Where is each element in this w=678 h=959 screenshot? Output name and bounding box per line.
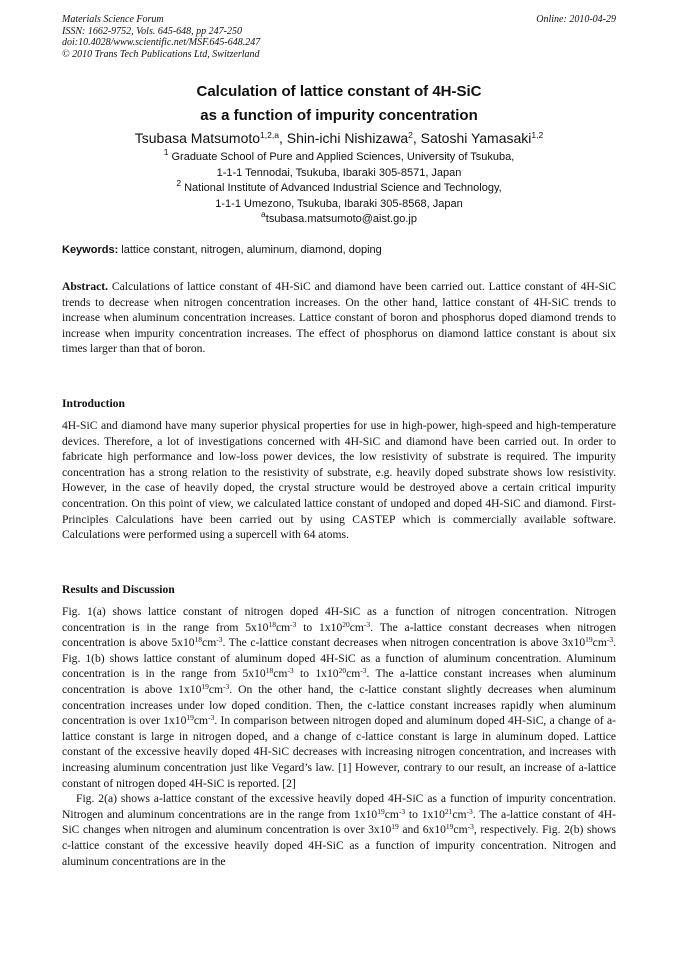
email-address: $^a$tsubasa.matsumoto@aist.go.jp: [261, 209, 417, 225]
superscript: 18: [268, 619, 276, 629]
text-run: cm: [346, 667, 361, 681]
text-run: to 1x10: [296, 620, 343, 634]
abstract-text: Calculations of lattice constant of 4H-SiC and diamond have been carried out. Lattice constant of 4H-SiC trends to decrease when nitrogen concentration increases. On the other hand, lattice constant of 4H-SiC trends to increase when aluminum concentration increases. Lattice constant of boron and phosphorus doped diamond trends to increase when impurity concentration increases. The effect of phosphorus on diamond lattice constant is about six times larger than that of boron.: [62, 280, 616, 356]
superscript: 19: [186, 713, 194, 723]
text-run: to 1x10: [293, 667, 339, 681]
text-run: . In comparison between nitrogen doped and aluminum doped 4H-SiC, a change of a-lattice constant is large in nitrogen doped, and a change of c-lattice constant is large in aluminum doped. Lattice constant of the excessive heavily doped 4H-SiC decreases with increasing nitrogen concentration, and increases with increasing aluminum concentration just like Vegard’s law. [1] However, contrary to our result, an increase of a-lattice constant of nitrogen doped 4H-SiC is reported. [2]: [62, 714, 617, 790]
paper-title-line-2: as a function of impurity concentration: [200, 107, 478, 124]
text-run: . The a-lattice constant increases when aluminum concentration is above 1x10: [62, 667, 616, 696]
superscript: -3: [223, 681, 230, 691]
doi-line: doi:10.4028/www.scientific.net/MSF.645-648.247: [62, 37, 261, 48]
superscript: 18: [194, 635, 203, 645]
text-run: . On the other hand, the c-lattice constant slightly decreases when aluminum concentration increases under low doped condition. Then, the c-lattice constant increases rapidly when aluminum concentration is over 1x10: [62, 682, 617, 728]
introduction-paragraph: 4H-SiC and diamond have many superior physical properties for use in high-power, high-speed and high-temperature devices. Therefore, a lot of investigations concerned with 4H-SiC and diamond have been carried out. In order to fabricate high performance and low-loss power devices, the low resistivity of substrate is required. The impurity concentration has a strong relation to the resistivity of substrate, e.g. heavily doped substrate shows low resistivity. However, in the case of heavily doped, the crystal structure would be destroyed above a certain critical impurity concentration. On this point of view, we calculated lattice constant of undoped and doped 4H-SiC and diamond. First-Principles Calculations have been carried out by using CASTEP which is commercially available software. Calculations were performed using a supercell with 64 atoms.: [62, 419, 616, 542]
copyright-line: © 2010 Trans Tech Publications Ltd, Switzerland: [62, 48, 260, 60]
keywords-text: lattice constant, nitrogen, aluminum, diamond, doping: [118, 244, 382, 256]
superscript: -3: [216, 635, 223, 645]
introduction-body: [62, 418, 616, 543]
superscript: 19: [391, 822, 399, 832]
keywords-label: Keywords:: [62, 244, 119, 256]
text-run: cm: [453, 823, 468, 837]
text-run: and 6x10: [398, 823, 446, 837]
results-paragraph-2: [62, 791, 616, 869]
text-run: Fig. 2(a) shows a-lattice constant of the excessive heavily doped 4H-SiC as a function of impurity concentration. Nitrogen and aluminum concentrations are in the range from 1x10: [62, 792, 616, 821]
introduction-heading: Introduction: [62, 397, 125, 410]
superscript: -3: [287, 666, 294, 676]
author-3: Satoshi Yamasaki$^{1,2}$: [420, 130, 544, 146]
author-2: Shin-ichi Nishizawa$^2$,: [286, 130, 421, 146]
text-run: . The a-lattice constant of 4H-SiC changes when nitrogen and aluminum concentration is over 3x10: [62, 807, 616, 837]
affiliation-2-address: 1-1-1 Umezono, Tsukuba, Ibaraki 305-8568, Japan: [215, 197, 463, 210]
superscript: 20: [342, 619, 350, 629]
text-run: . Fig. 1(b) shows lattice constant of aluminum doped 4H-SiC as a function of aluminum concentration. Aluminum concentration is in the range from 5x10: [62, 636, 616, 681]
text-run: cm: [275, 620, 291, 634]
text-run: cm: [208, 682, 224, 696]
superscript: -3: [363, 619, 371, 629]
superscript: -3: [208, 713, 215, 723]
superscript: 19: [585, 635, 593, 645]
journal-header: [62, 14, 260, 60]
text-run: cm: [592, 636, 607, 650]
affiliation-1: $^1$ Graduate School of Pure and Applied Sciences, University of Tsukuba,: [163, 147, 515, 163]
text-run: . The c-lattice constant decreases when nitrogen concentration is above 3x10: [222, 636, 586, 650]
superscript: 19: [201, 681, 209, 691]
text-run: cm: [193, 714, 209, 728]
superscript: 20: [338, 666, 347, 676]
superscript: 18: [265, 666, 274, 676]
superscript: -3: [467, 822, 474, 832]
text-run: , respectively. Fig. 2(b) shows c-lattice constant of the excessive heavily doped 4H-SiC as a function of impurity concentration. Nitrogen and aluminum concentrations are in the: [62, 823, 616, 868]
abstract: [62, 279, 616, 357]
online-date: Online: 2010-04-29: [536, 14, 616, 25]
superscript: -3: [606, 635, 614, 645]
issn-line: ISSN: 1662-9752, Vols. 645-648, pp 247-250: [62, 25, 242, 37]
superscript: -3: [290, 619, 297, 629]
results-heading: Results and Discussion: [62, 583, 175, 596]
author-list: [40, 129, 638, 147]
abstract-label: Abstract.: [62, 280, 109, 293]
superscript: 19: [377, 806, 385, 816]
affiliations: [62, 147, 616, 228]
text-run: . The a-lattice constant decreases when nitrogen concentration is above 5x10: [62, 620, 616, 650]
affiliation-2: $^2$ National Institute of Advanced Industrial Science and Technology,: [176, 178, 502, 194]
superscript: 21: [444, 806, 453, 816]
text-run: cm: [202, 636, 217, 650]
superscript: -3: [398, 806, 406, 816]
text-run: cm: [384, 807, 399, 821]
affiliation-1-address: 1-1-1 Tennodai, Tsukuba, Ibaraki 305-8571, Japan: [216, 166, 462, 179]
keywords: [62, 243, 616, 258]
results-body: [62, 604, 616, 869]
superscript: -3: [360, 666, 367, 676]
results-paragraph-1: [62, 604, 616, 791]
text-run: cm: [273, 667, 288, 681]
text-run: cm: [349, 620, 364, 634]
text-run: to 1x10: [405, 807, 445, 821]
text-run: Fig. 1(a) shows lattice constant of nitrogen doped 4H-SiC as a function of nitrogen concentration. Nitrogen concentration is in the range from 5x10: [62, 605, 616, 634]
superscript: 19: [445, 822, 454, 832]
text-run: cm: [452, 807, 467, 821]
author-1: Tsubasa Matsumoto$^{1,2,a}$,: [134, 130, 287, 146]
journal-name: Materials Science Forum: [62, 14, 164, 25]
paper-title-line-1: Calculation of lattice constant of 4H-SiC: [196, 83, 482, 100]
superscript: -3: [466, 806, 473, 816]
